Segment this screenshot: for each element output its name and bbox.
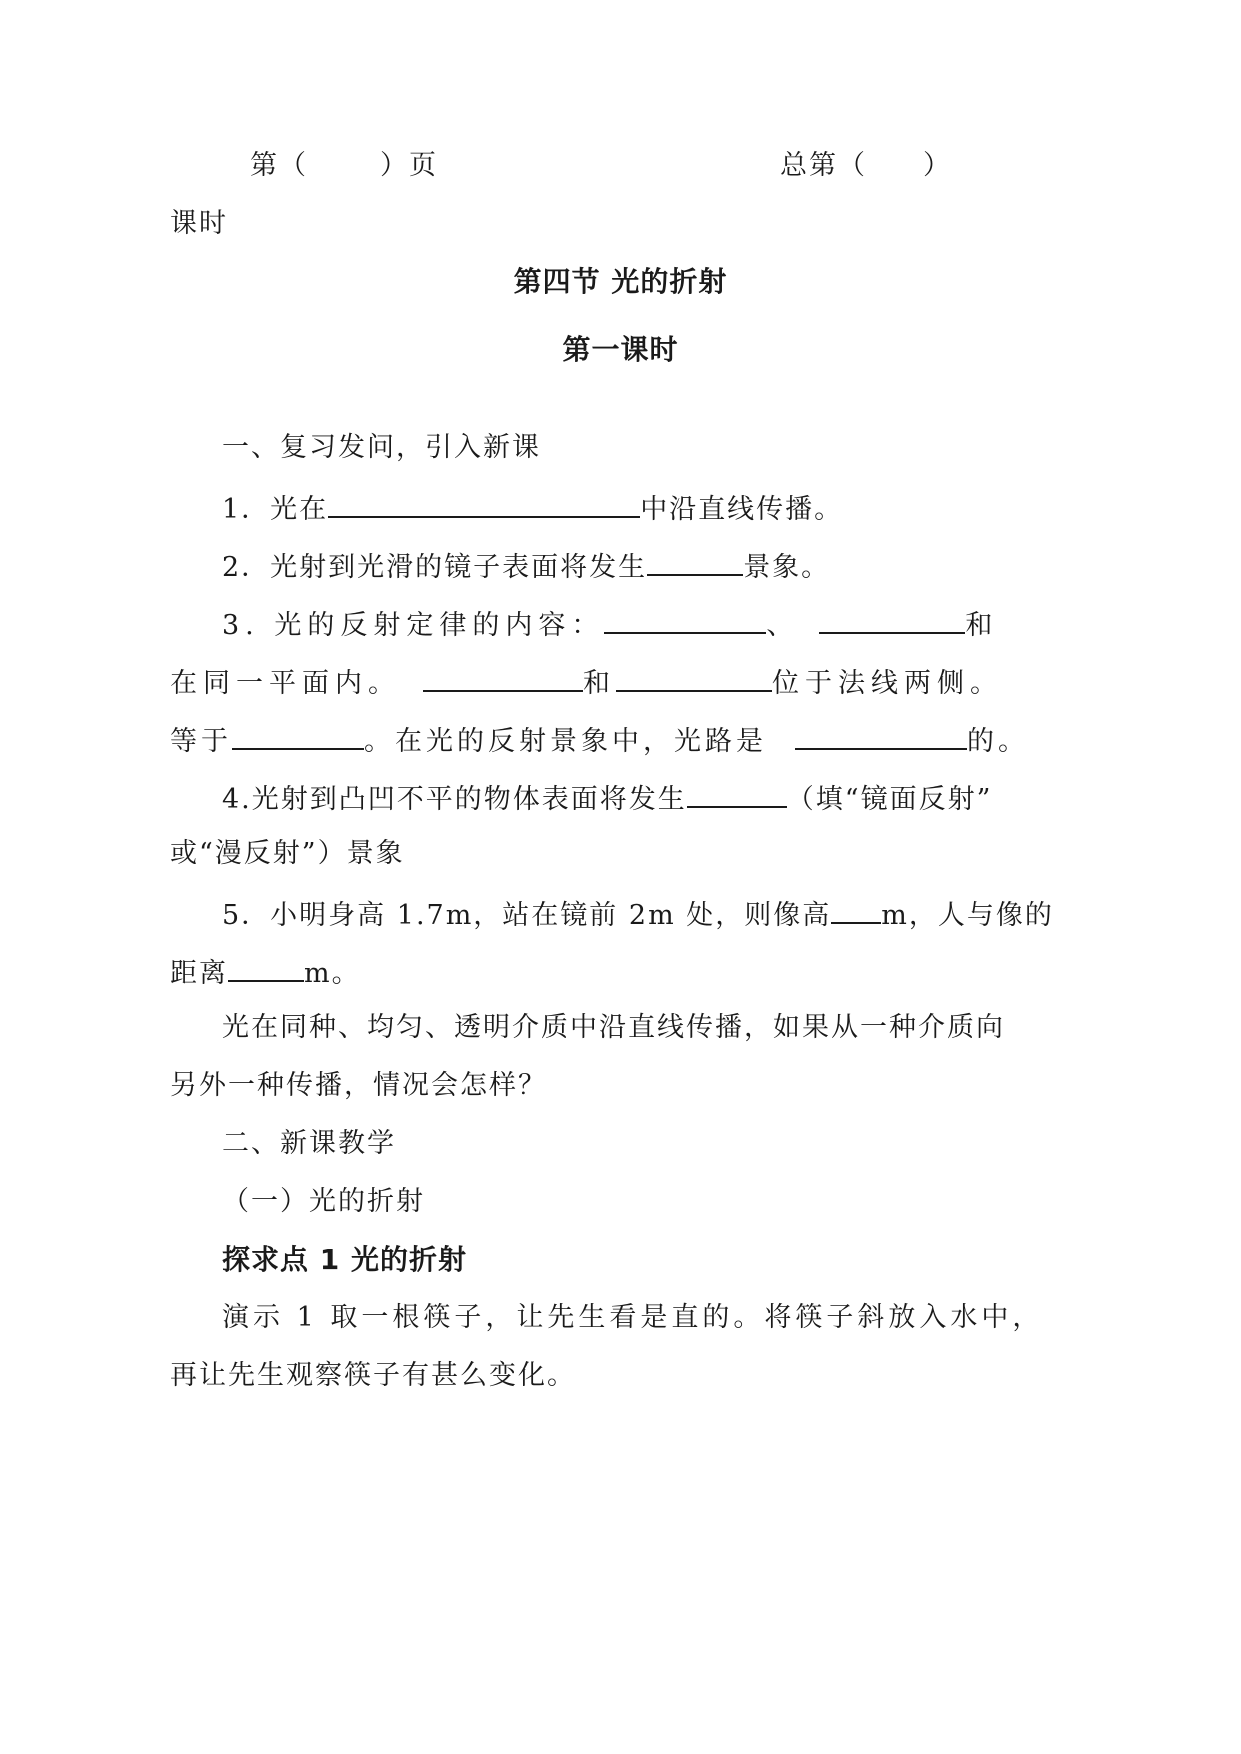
paragraph-question-line-2: 另外一种传播，情况会怎样？	[170, 1070, 547, 1101]
q1-text-b: 中沿直线传播。	[640, 494, 844, 525]
q2-text-a: 2．光射到光滑的镜子表面将发生	[222, 552, 648, 583]
q5-text-c: 距离	[170, 958, 228, 989]
answer-blank[interactable]	[616, 662, 772, 692]
page-subtitle: 第一课时	[562, 333, 679, 366]
q2-text-b: 景象。	[743, 552, 831, 583]
answer-blank[interactable]	[228, 952, 304, 982]
answer-blank[interactable]	[819, 604, 965, 634]
section-heading-new-lesson: 二、新课教学	[222, 1128, 396, 1159]
page-prefix: 第（	[250, 150, 308, 181]
q4-text-a: 4.光射到凸凹不平的物体表面将发生	[222, 784, 687, 815]
q5-text-a: 5．小明身高 1.7m，站在镜前 2m 处，则像高	[222, 900, 832, 931]
q3-text-d: 在同一平面内。	[170, 668, 401, 699]
q4-text-b: （填“镜面反射”	[786, 784, 993, 815]
total-prefix: 总第（	[780, 150, 867, 181]
q3-text-h: 。在光的反射景象中，光路是	[364, 726, 767, 757]
subsection-heading-refraction: （一）光的折射	[222, 1186, 425, 1217]
total-lesson-label	[780, 148, 952, 184]
q3-text-g: 等于	[170, 726, 232, 757]
answer-blank[interactable]	[687, 778, 787, 808]
q1-text-a: 1．光在	[222, 494, 329, 525]
answer-blank[interactable]	[795, 720, 967, 750]
q3-text-c: 和	[965, 610, 999, 641]
q5-text-d: m。	[304, 958, 361, 989]
answer-blank[interactable]	[831, 894, 881, 924]
answer-blank[interactable]	[232, 720, 364, 750]
q3-text-f: 位于法线两侧。	[772, 668, 1003, 699]
demo-line-1: 演示 1 取一根筷子，让先生看是直的。将筷子斜放入水中，	[222, 1302, 1044, 1333]
page-title: 第四节 光的折射	[513, 265, 728, 298]
answer-blank[interactable]	[604, 604, 766, 634]
section-heading-review: 一、复习发问，引入新课	[222, 432, 541, 463]
total-suffix: ）	[923, 150, 952, 181]
page-number-label	[250, 148, 438, 184]
answer-blank[interactable]	[328, 488, 640, 518]
question-5-line-2	[170, 952, 361, 992]
paragraph-question-line-1: 光在同种、均匀、透明介质中沿直线传播，如果从一种介质向	[222, 1012, 1005, 1043]
answer-blank[interactable]	[647, 546, 743, 576]
q5-text-b: m，人与像的	[881, 900, 1054, 931]
question-3-line-3	[170, 720, 1029, 760]
question-5-line-1	[222, 894, 1054, 934]
page-suffix: ）页	[380, 150, 438, 181]
total-lesson-tail: 课时	[170, 208, 228, 239]
explore-point-heading: 探求点 1 光的折射	[222, 1243, 467, 1276]
question-2	[222, 546, 830, 586]
question-3-line-2	[170, 662, 1003, 702]
q3-text-b: 、	[766, 610, 800, 641]
question-4-line-2: 或“漫反射”）景象	[170, 838, 405, 869]
question-1	[222, 488, 843, 528]
q3-text-e: 和	[583, 668, 616, 699]
question-4-line-1	[222, 778, 992, 818]
answer-blank[interactable]	[423, 662, 583, 692]
q3-text-a: 3. 光的反射定律的内容：	[222, 610, 605, 641]
question-3-line-1	[222, 604, 998, 644]
q3-text-i: 的。	[967, 726, 1029, 757]
demo-line-2: 再让先生观察筷子有甚么变化。	[170, 1360, 576, 1391]
